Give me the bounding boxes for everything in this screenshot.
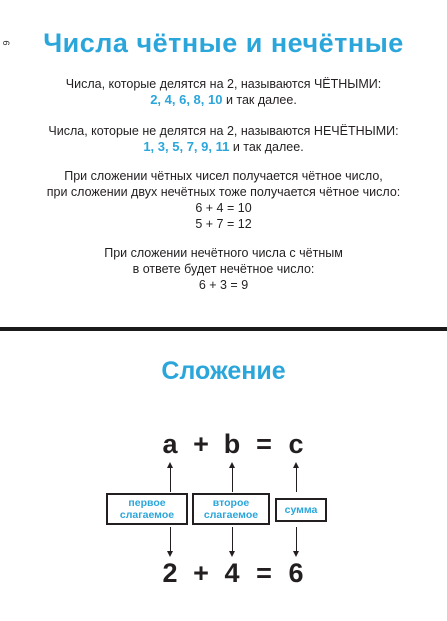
mixed-sum-rule-line1: При сложении нечётного числа с чётным xyxy=(104,246,343,260)
mixed-sum-rule-line2: в ответе будет нечётное число: xyxy=(132,262,315,276)
letter-a: a xyxy=(162,429,178,459)
addition-title: Сложение xyxy=(161,357,286,385)
even-sum-rule xyxy=(0,168,447,232)
label-sum-text: сумма xyxy=(284,504,318,516)
even-suffix: и так далее. xyxy=(222,93,297,107)
number-sum: 6 xyxy=(288,558,304,588)
number-equals-sign: = xyxy=(256,558,272,588)
arrow-down-first xyxy=(170,527,171,553)
label-second-addend xyxy=(192,493,270,525)
letter-c: c xyxy=(288,429,304,459)
even-definition xyxy=(0,76,447,108)
number-second: 4 xyxy=(224,558,240,588)
page-number: 9 xyxy=(1,40,12,46)
even-numbers: 2, 4, 6, 8, 10 xyxy=(150,92,223,107)
mixed-sum-example: 6 + 3 = 9 xyxy=(198,278,249,292)
label-sum xyxy=(275,498,327,522)
arrow-down-sum xyxy=(296,527,297,553)
label-first-addend-line1: первое xyxy=(128,497,166,509)
arrow-up-sum xyxy=(296,466,297,492)
even-sum-example-1: 6 + 4 = 10 xyxy=(195,201,252,215)
label-second-addend-line2: слагаемое xyxy=(203,509,259,521)
arrow-up-second xyxy=(232,466,233,492)
odd-numbers: 1, 3, 5, 7, 9, 11 xyxy=(143,139,230,154)
label-second-addend-line1: второе xyxy=(212,497,250,509)
label-first-addend xyxy=(106,493,188,525)
mixed-sum-rule xyxy=(0,245,447,293)
page-title: Числа чётные и нечётные xyxy=(43,28,404,58)
odd-definition xyxy=(0,123,447,155)
odd-examples-line xyxy=(0,139,447,155)
plus-sign: + xyxy=(193,429,209,459)
arrow-down-second xyxy=(232,527,233,553)
letter-b: b xyxy=(223,429,241,459)
even-sum-rule-line1: При сложении чётных чисел получается чётное число, xyxy=(64,169,383,183)
even-sum-rule-line2: при сложении двух нечётных тоже получается чётное число: xyxy=(46,185,401,199)
even-sum-example-2: 5 + 7 = 12 xyxy=(195,217,252,231)
label-first-addend-line2: слагаемое xyxy=(119,509,175,521)
odd-suffix: и так далее. xyxy=(229,140,304,154)
arrow-up-first xyxy=(170,466,171,492)
odd-definition-text: Числа, которые не делятся на 2, называются НЕЧЁТНЫМИ: xyxy=(48,124,399,138)
number-first: 2 xyxy=(162,558,178,588)
number-plus-sign: + xyxy=(193,558,209,588)
even-definition-text: Числа, которые делятся на 2, называются ЧЁТНЫМИ: xyxy=(65,77,382,91)
section-divider xyxy=(0,327,447,331)
equals-sign: = xyxy=(256,429,272,459)
even-examples-line xyxy=(0,92,447,108)
